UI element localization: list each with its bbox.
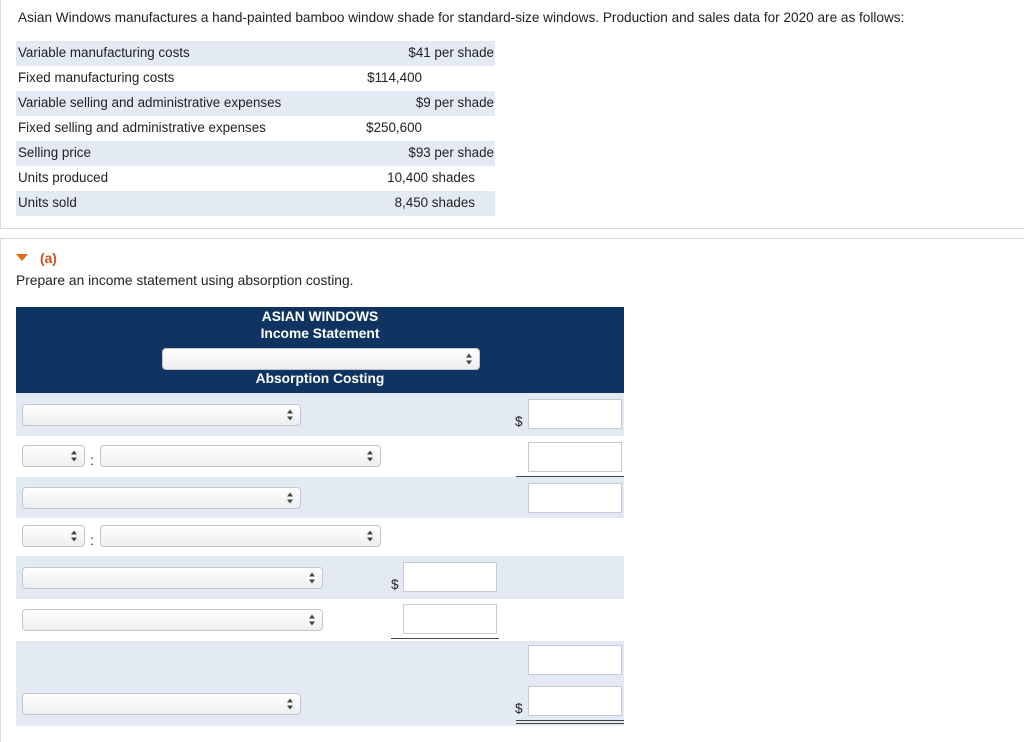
select-arrows-icon — [71, 531, 78, 542]
data-row — [16, 141, 495, 166]
colon-separator: : — [90, 533, 94, 548]
dollar-sign: $ — [515, 701, 523, 716]
select-arrows-icon — [71, 451, 78, 462]
line-item-select[interactable] — [22, 404, 301, 426]
data-label: Fixed selling and administrative expenses — [18, 120, 266, 135]
data-value: $114,400 — [367, 70, 422, 85]
data-row — [16, 116, 495, 141]
costing-method: Absorption Costing — [255, 371, 385, 386]
data-value: $250,600 — [366, 120, 422, 135]
data-value: $93 per shade — [408, 145, 494, 160]
data-value: 8,450 shades — [394, 195, 475, 210]
data-label: Variable selling and administrative expenses — [18, 95, 282, 110]
dollar-sign: $ — [391, 577, 399, 592]
data-value: $9 per shade — [415, 95, 494, 110]
line-item-select[interactable] — [100, 525, 381, 547]
line-item-select[interactable] — [22, 609, 323, 631]
data-row — [16, 66, 495, 91]
statement-title: Income Statement — [260, 326, 380, 341]
amount-input[interactable] — [403, 562, 497, 592]
amount-input[interactable] — [528, 483, 622, 513]
select-arrows-icon — [287, 699, 294, 710]
select-arrows-icon — [367, 451, 374, 462]
subtotal-rule — [516, 476, 624, 477]
statement-header — [16, 307, 624, 393]
data-row — [16, 41, 495, 66]
qualifier-select[interactable] — [22, 525, 85, 547]
data-label: Fixed manufacturing costs — [18, 70, 175, 85]
total-double-rule — [516, 720, 624, 721]
select-arrows-icon — [287, 410, 294, 421]
problem-intro: Asian Windows manufactures a hand-painted bamboo window shade for standard-size windows. Production and sales data for 2020 are as follows: — [18, 10, 905, 25]
qualifier-select[interactable] — [22, 445, 85, 467]
select-arrows-icon — [367, 531, 374, 542]
line-item-select[interactable] — [100, 445, 381, 467]
data-value: 10,400 shades — [387, 170, 475, 185]
amount-input[interactable] — [528, 399, 622, 429]
dollar-sign: $ — [515, 414, 523, 429]
amount-input[interactable] — [528, 442, 622, 472]
line-item-select[interactable] — [22, 487, 301, 509]
subtotal-rule — [391, 638, 499, 639]
line-item-select[interactable] — [22, 693, 301, 715]
data-label: Selling price — [18, 145, 91, 160]
period-select[interactable] — [162, 348, 480, 370]
data-label: Variable manufacturing costs — [18, 45, 190, 60]
part-instruction: Prepare an income statement using absorption costing. — [16, 273, 354, 288]
data-row — [16, 91, 495, 116]
amount-input[interactable] — [528, 645, 622, 675]
amount-input[interactable] — [528, 686, 622, 716]
data-row — [16, 191, 495, 216]
data-label: Units produced — [18, 170, 109, 185]
total-double-rule — [516, 723, 624, 724]
select-arrows-icon — [466, 354, 473, 365]
collapse-arrow-icon[interactable] — [16, 254, 28, 261]
data-row — [16, 166, 495, 191]
line-item-select[interactable] — [22, 567, 323, 589]
company-name: ASIAN WINDOWS — [261, 309, 379, 324]
data-label: Units sold — [18, 195, 77, 210]
data-value: $41 per shade — [408, 45, 494, 60]
amount-input[interactable] — [403, 604, 497, 634]
part-label[interactable]: (a) — [40, 251, 57, 266]
select-arrows-icon — [287, 493, 294, 504]
select-arrows-icon — [309, 573, 316, 584]
select-arrows-icon — [309, 615, 316, 626]
colon-separator: : — [90, 453, 94, 468]
